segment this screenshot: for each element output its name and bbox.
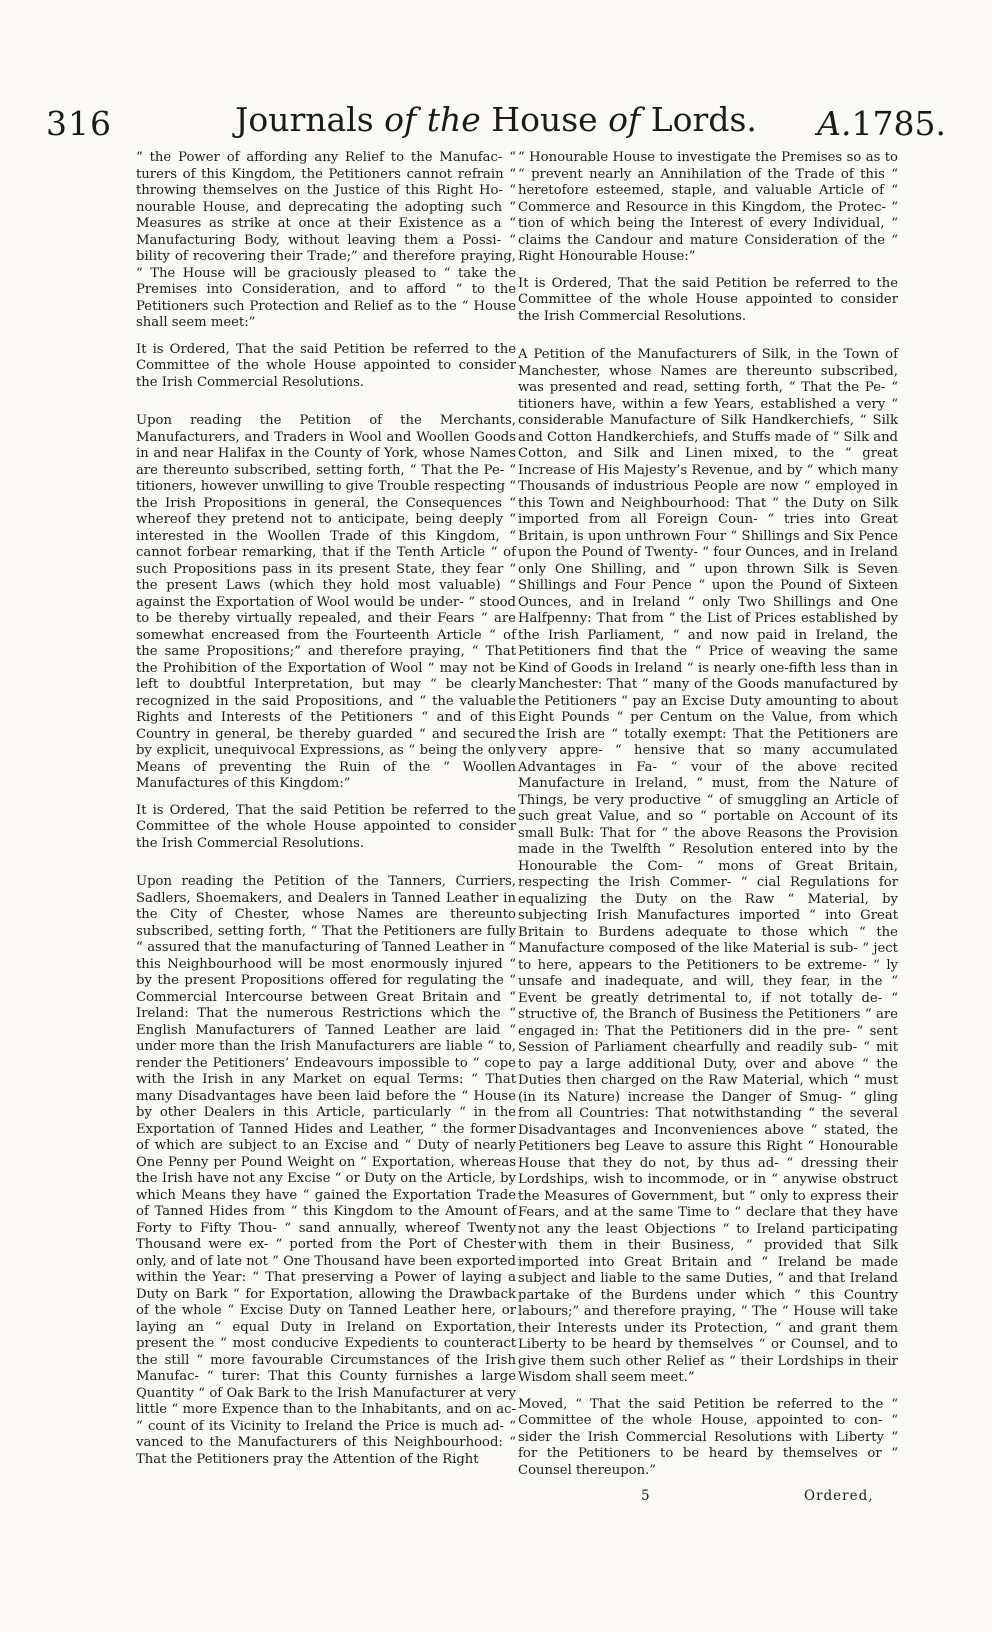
paragraph: Upon reading the Petition of the Tanners, Curriers, Sadlers, Shoemakers, and Dealers in Tanned Leather in the City of Chester, whose Names are thereunto subscribed, setting forth, “ That the Petitioners are fully “ assured that the manufacturing of Tanned Leather in “ this Neighbourhood will be most enormously injured “ by the present Propositions offered for regulating the “ Commercial Intercourse between Great Britain and “ Ireland: That the numerous Restrictions which the “ English Manufacturers of Tanned Leather are laid “ under more than the Irish Manufacturers are liable “ to, render the Petitioners’ Endeavours impossible to “ cope with the Irish in any Market on equal Terms: “ That many Disadvantages have been laid before the “ House by other Dealers in this Article, particularly “ in the Exportation of Tanned Hides and Leather, “ the former of which are subject to an Excise and “ Duty of nearly One Penny per Pound Weight on “ Exportation, whereas the Irish have not any Excise “ or Duty on the Article, by which Means they have “ gained the Exportation Trade of Tanned Hides from “ this Kingdom to the Amount of Forty to Fifty Thou- “ sand annually, whereof Twenty Thousand were ex- “ ported from the Port of Chester only, and of late not “ One Thousand have been exported within the Year: “ That preserving a Power of laying a Duty on Bark “ for Exportation, allowing the Drawback of the whole “ Excise Duty on Tanned Leather here, or laying an “ equal Duty in Ireland on Exportation, present the “ most conducive Expedients to counteract the still “ more favourable Circumstances of the Irish Manufac- “ turer: That this County furnishes a large Quantity “ of Oak Bark to the Irish Manufacturer at very little “ more Expence than to the Inhabitants, and on ac- “ count of its Vicinity to Ireland the Price is much ad- “ vanced to the Manufacturers of this Neighbourhood: “ That the Petitioners pray the Attention of the Right	[136, 874, 516, 1467]
catchword: Ordered,	[804, 1488, 874, 1504]
year-value: 1785.	[851, 104, 946, 143]
motion-paragraph: Moved, “ That the said Petition be referred to the “ Committee of the whole House, appointed to con- “ sider the Irish Commercial Resolutions with Liberty “ for the Petitioners to be heard by themselves or “ Counsel thereupon.”	[518, 1396, 898, 1478]
page-header	[46, 100, 946, 152]
title-word-the: the	[426, 100, 481, 139]
title-word-of-2: of	[608, 100, 641, 139]
right-column	[518, 150, 898, 1489]
order-paragraph: It is Ordered, That the said Petition be referred to the Committee of the whole House appointed to consider the Irish Commercial Resolutions.	[136, 341, 516, 390]
running-title	[46, 100, 946, 139]
page-number: 316	[46, 104, 112, 143]
paragraph: Upon reading the Petition of the Merchants, Manufacturers, and Traders in Wool and Woollen Goods in and near Halifax in the County of York, whose Names are thereunto subscribed, setting forth, “ That the Pe- “ titioners, however unwilling to give Trouble respecting “ the Irish Propositions in general, the Consequences “ whereof they pretend not to anticipate, being deeply “ interested in the Woollen Trade of this Kingdom, “ cannot forbear remarking, that if the Tenth Article “ of such Propositions pass in its present State, they fear “ the present Laws (which they hold most valuable) “ against the Exportation of Wool would be under- “ stood to be thereby virtually repealed, and their Fears “ are somewhat encreased from the Fourteenth Article “ of the same Propositions;” and therefore praying, “ That the Prohibition of the Exportation of Wool “ may not be left to doubtful Interpretation, but may “ be clearly recognized in the said Propositions, and “ the valuable Rights and Interests of the Petitioners “ and of this Country in general, be thereby guarded “ and secured by explicit, unequivocal Expressions, as “ being the only Means of preventing the Ruin of the “ Woollen Manufactures of this Kingdom:”	[136, 413, 516, 791]
title-word-lords: Lords.	[650, 100, 757, 139]
title-word-house: House	[491, 100, 598, 139]
page-footer	[0, 1488, 992, 1518]
order-paragraph: It is Ordered, That the said Petition be referred to the Committee of the whole House appointed to consider the Irish Commercial Resolutions.	[136, 802, 516, 851]
year-heading	[817, 104, 946, 143]
paragraph: “ the Power of affording any Relief to the Manufac- “ turers of this Kingdom, the Petitioners cannot refrain “ throwing themselves on the Justice of this Right Ho- “ nourable House, and deprecating the adopting such “ Measures as strike at once at their Existence as a “ Manufacturing Body, without leaving them a Possi- “ bility of recovering their Trade;” and therefore praying, “ The House will be graciously pleased to “ take the Premises into Consideration, and to afford “ to the Petitioners such Protection and Relief as to the “ House shall seem meet:”	[136, 150, 516, 330]
paragraph: A Petition of the Manufacturers of Silk, in the Town of Manchester, whose Names are thereunto subscribed, was presented and read, setting forth, “ That the Pe- “ titioners have, within a few Years, established a very “ considerable Manufacture of Silk Handkerchiefs, “ Silk and Cotton Handkerchiefs, and Stuffs made of “ Silk and Cotton, and Silk and Linen mixed, to the “ great Increase of His Majesty’s Revenue, and by “ which many Thousands of industrious People are now “ employed in this Town and Neighbourhood: That “ the Duty on Silk imported from all Foreign Coun- “ tries into Great Britain, is upon unthrown Four “ Shillings and Six Pence upon the Pound of Twenty- “ four Ounces, and in Ireland only One Shilling, and “ upon thrown Silk is Seven Shillings and Four Pence “ upon the Pound of Sixteen Ounces, and in Ireland “ only Two Shillings and One Halfpenny: That from “ the List of Prices established by the Irish Parliament, “ and now paid in Ireland, the Petitioners find that the “ Price of weaving the same Kind of Goods in Ireland “ is nearly one-fifth less than in Manchester: That “ many of the Goods manufactured by the Petitioners “ pay an Excise Duty amounting to about Eight Pounds “ per Centum on the Value, from which the Irish are “ totally exempt: That the Petitioners are very appre- “ hensive that so many accumulated Advantages in Fa- “ vour of the above recited Manufacture in Ireland, “ must, from the Nature of Things, be very productive “ of smuggling an Article of such great Value, and so “ portable on Account of its small Bulk: That for “ the above Reasons the Provision made in the Twelfth “ Resolution entered into by the Honourable the Com- “ mons of Great Britain, respecting the Irish Commer- “ cial Regulations for equalizing the Duty on the Raw “ Material, by subjecting Irish Manufactures imported “ into Great Britain to Burdens adequate to those which “ the Manufacture composed of the like Material is sub- “ ject to here, appears to the Petitioners to be extreme- “ ly unsafe and inadequate, and will, they fear, in the “ Event be greatly detrimental to, if not totally de- “ structive of, the Branch of Business the Petitioners “ are engaged in: That the Petitioners did in the pre- “ sent Session of Parliament chearfully and readily sub- “ mit to pay a large additional Duty, over and above “ the Duties then charged on the Raw Material, which “ must (in its Nature) increase the Danger of Smug- “ gling from all Countries: That notwithstanding “ the several Disadvantages and Inconveniences above “ stated, the Petitioners beg Leave to assure this Right “ Honourable House that they do not, by thus ad- “ dressing their Lordships, wish to incommode, or in “ anywise obstruct the Measures of Government, but “ only to express their Fears, and at the same Time to “ declare that they have not any the least Objections “ to Ireland participating with them in their Business, “ provided that Silk imported into Great Britain and “ Ireland be made subject and liable to the same Duties, “ and that Ireland partake of the Burdens under which “ this Country labours;” and therefore praying, “ The “ House will take their Interests under its Protection, “ and grant them Liberty to be heard by themselves “ or Counsel, and to give them such other Relief as “ their Lordships in their Wisdom shall seem meet.”	[518, 347, 898, 1385]
title-word-journals: Journals	[235, 100, 374, 139]
order-paragraph: It is Ordered, That the said Petition be referred to the Committee of the whole House appointed to consider the Irish Commercial Resolutions.	[518, 275, 898, 324]
left-column	[136, 150, 516, 1478]
paragraph: “ Honourable House to investigate the Premises so as to “ prevent nearly an Annihilation of the Trade of this “ heretofore esteemed, staple, and valuable Article of “ Commerce and Resource in this Kingdom, the Protec- “ tion of which being the Interest of every Individual, “ claims the Candour and mature Consideration of the “ Right Honourable House:”	[518, 150, 898, 264]
title-word-of: of	[384, 100, 417, 139]
signature-mark: 5	[641, 1488, 650, 1504]
year-prefix: A.	[817, 104, 852, 143]
